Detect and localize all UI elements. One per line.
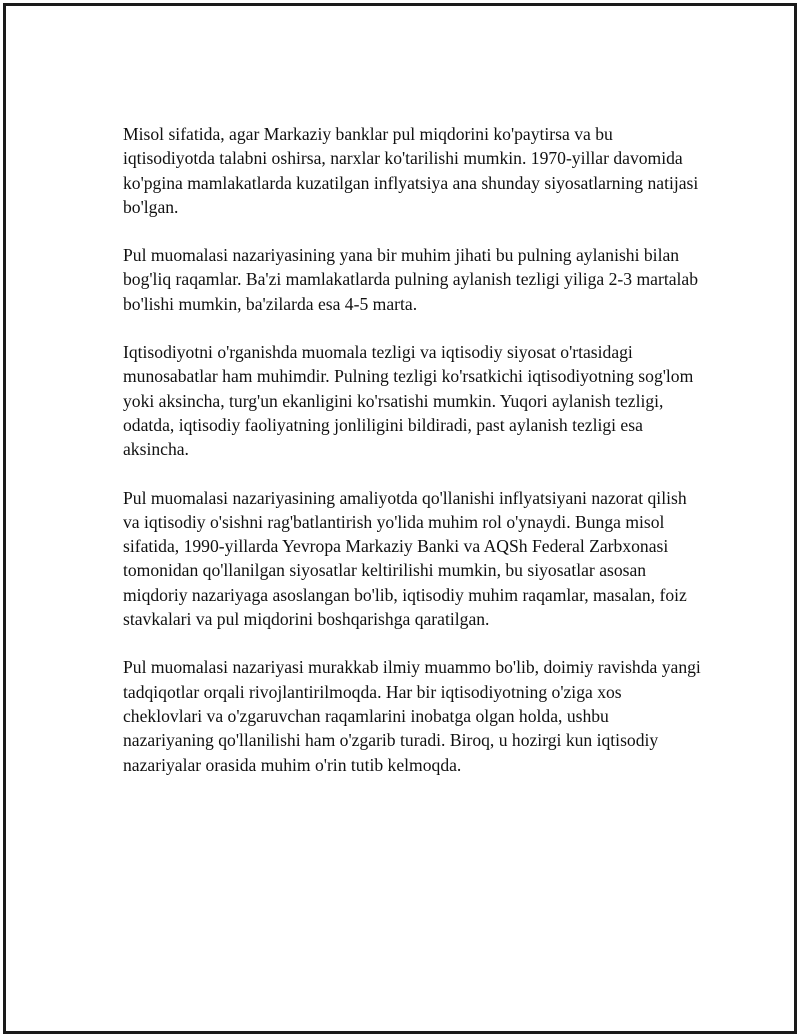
paragraph: Iqtisodiyotni o'rganishda muomala tezligi va iqtisodiy siyosat o'rtasidagi munosabatlar ham muhimdir. Pulning tezligi ko'rsatkichi iqtisodiyotning sog'lom yoki aksincha, turg'un ekanligini ko'rsatishi mumkin. Yuqori aylanish tezligi, odatda, iqtisodiy faoliyatning jonliligini bildiradi, past aylanish tezligi esa aksincha. xyxy=(123,342,694,460)
document-body xyxy=(123,122,703,801)
paragraph: Pul muomalasi nazariyasi murakkab ilmiy muammo bo'lib, doimiy ravishda yangi tadqiqotlar orqali rivojlantirilmoqda. Har bir iqtisodiyotning o'ziga xos cheklovlari va o'zgaruvchan raqamlarini inobatga olgan holda, ushbu nazariyaning qo'llanilishi ham o'zgarib turadi. Biroq, u hozirgi kun iqtisodiy nazariyalar orasida muhim o'rin tutib kelmoqda. xyxy=(123,657,701,775)
paragraph: Pul muomalasi nazariyasining yana bir muhim jihati bu pulning aylanishi bilan bog'liq raqamlar. Ba'zi mamlakatlarda pulning aylanish tezligi yiliga 2-3 martalab bo'lishi mumkin, ba'zilarda esa 4-5 marta. xyxy=(123,245,699,314)
paragraph: Misol sifatida, agar Markaziy banklar pul miqdorini ko'paytirsa va bu iqtisodiyotda talabni oshirsa, narxlar ko'tarilishi mumkin. 1970-yillar davomida ko'pgina mamlakatlarda kuzatilgan inflyatsiya ana shunday siyosatlarning natijasi bo'lgan. xyxy=(123,124,699,217)
paragraph: Pul muomalasi nazariyasining amaliyotda qo'llanishi inflyatsiyani nazorat qilish va iqtisodiy o'sishni rag'batlantirish yo'lida muhim rol o'ynaydi. Bunga misol sifatida, 1990-yillarda Yevropa Markaziy Banki va AQSh Federal Zarbxonasi tomonidan qo'llanilgan siyosatlar keltirilishi mumkin, bu siyosatlar asosan miqdoriy nazariyaga asoslangan bo'lib, iqtisodiy muhim raqamlar, masalan, foiz stavkalari va pul miqdorini boshqarishga qaratilgan. xyxy=(123,487,687,630)
page-frame xyxy=(3,3,797,1034)
